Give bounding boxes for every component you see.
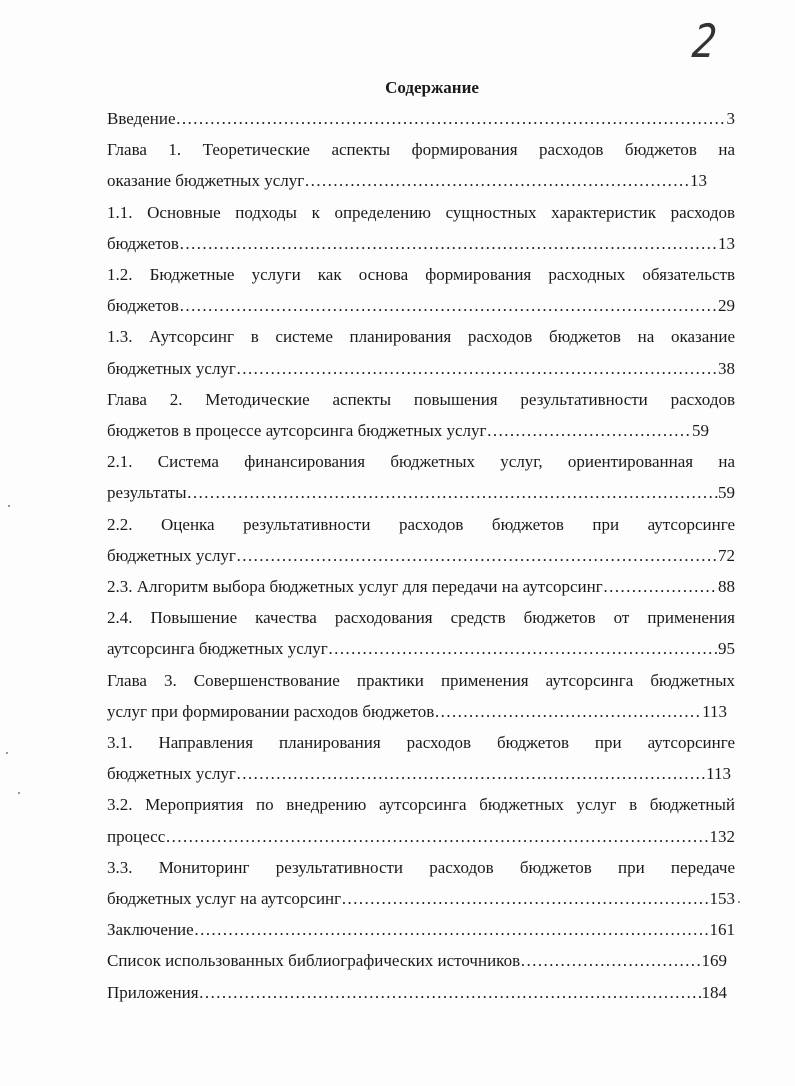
toc-entry-introduction <box>107 103 735 134</box>
toc-entry-page: 88 <box>718 577 735 597</box>
toc-entry-last-line <box>107 758 731 789</box>
toc-entry-3-1 <box>107 727 735 789</box>
toc-entry-1-1 <box>107 197 735 259</box>
toc-entry-text: бюджетных услуг на аутсорсинг <box>107 889 342 909</box>
dot-leader <box>187 477 718 508</box>
toc-entry-2-1 <box>107 446 735 508</box>
toc-entry-first-line: 2.1. Система финансирования бюджетных услуг, ориентированная на <box>107 452 735 472</box>
toc-entry-text: Приложения <box>107 982 199 1002</box>
dot-leader <box>603 571 718 602</box>
toc-entry-chapter-2 <box>107 384 735 446</box>
toc-entry-page: 38 <box>718 358 735 378</box>
toc-entry-last-line <box>107 415 709 446</box>
toc-entry-last-line <box>107 165 707 196</box>
toc-entry-text: аутсорсинга бюджетных услуг <box>107 639 328 659</box>
toc-entry-3-2 <box>107 789 735 851</box>
toc-entry-1-3 <box>107 321 735 383</box>
toc-entry-last-line <box>107 945 727 976</box>
toc-entry-last-line <box>107 696 727 727</box>
toc-entry-first-line: 3.3. Мониторинг результативности расходов бюджетов при передаче <box>107 857 735 877</box>
dot-leader <box>176 103 727 134</box>
toc-entry-page: 113 <box>706 764 731 784</box>
toc-entry-2-4 <box>107 602 735 664</box>
toc-entry-page: 3 <box>726 109 735 128</box>
scan-speck <box>738 901 740 903</box>
toc-entry-text: бюджетов в процессе аутсорсинга бюджетных услуг <box>107 421 487 441</box>
toc-entry-first-line: Глава 1. Теоретические аспекты формирования расходов бюджетов на <box>107 140 735 160</box>
toc-entry-page: 153 <box>709 889 735 909</box>
dot-leader <box>304 165 690 196</box>
toc-entry-first-line: 1.1. Основные подходы к определению сущностных характеристик расходов <box>107 202 735 222</box>
toc-entry-page: 59 <box>718 483 735 503</box>
toc-entry-last-line <box>107 977 727 1008</box>
toc-entry-text: Введение <box>107 109 176 128</box>
dot-leader <box>179 290 718 321</box>
toc-entry-page: 169 <box>701 951 727 971</box>
toc-entry-page: 161 <box>709 920 735 940</box>
toc-entry-text: услуг при формировании расходов бюджетов <box>107 701 435 721</box>
toc-entry-first-line: 2.4. Повышение качества расходования средств бюджетов от применения <box>107 608 735 628</box>
scan-speck <box>8 505 10 507</box>
dot-leader <box>487 415 693 446</box>
dot-leader <box>199 977 702 1008</box>
toc-entry-text: бюджетных услуг <box>107 764 236 784</box>
toc-entry-last-line <box>107 821 735 852</box>
dot-leader <box>236 758 706 789</box>
toc-entry-text: 2.3. Алгоритм выбора бюджетных услуг для передачи на аутсорсинг <box>107 577 603 597</box>
toc-entry-text: оказание бюджетных услуг <box>107 171 305 191</box>
toc-entry-page: 29 <box>718 296 735 316</box>
toc-entry-first-line: 1.3. Аутсорсинг в системе планирования расходов бюджетов на оказание <box>107 327 735 347</box>
toc-entry-first-line: 2.2. Оценка результативности расходов бюджетов при аутсорсинге <box>107 514 735 534</box>
toc-entry-page: 72 <box>718 545 735 565</box>
toc-entry-text: бюджетов <box>107 296 179 316</box>
toc-entry-last-line <box>107 353 735 384</box>
handwritten-page-number: 2 <box>689 14 720 68</box>
toc-entry-text: процесс <box>107 826 166 846</box>
toc-entry-text: бюджетов <box>107 233 179 253</box>
toc-entry-text: Заключение <box>107 920 194 940</box>
toc-entry-last-line <box>107 571 735 602</box>
dot-leader <box>341 883 709 914</box>
toc-entry-1-2 <box>107 259 735 321</box>
toc-entry-last-line <box>107 477 735 508</box>
toc-entry-first-line: Глава 2. Методические аспекты повышения результативности расходов <box>107 389 735 409</box>
dot-leader <box>236 353 718 384</box>
toc-title: Содержание <box>385 78 479 97</box>
toc-entry-text: Список использованных библиографических источников <box>107 951 521 971</box>
dot-leader <box>165 821 709 852</box>
toc-entry-3-3 <box>107 852 735 914</box>
toc-entry-page: 13 <box>718 233 735 253</box>
toc-entry-last-line <box>107 228 735 259</box>
toc-entry-last-line <box>107 633 735 664</box>
toc-entry-last-line <box>107 540 735 571</box>
toc-entry-text: бюджетных услуг <box>107 545 236 565</box>
toc-entry-bibliography <box>107 945 735 976</box>
toc-entry-conclusion <box>107 914 735 945</box>
toc-entry-last-line <box>107 914 735 945</box>
toc-entry-first-line: 1.2. Бюджетные услуги как основа формирования расходных обязательств <box>107 265 735 285</box>
toc-entry-last-line <box>107 103 735 134</box>
toc-entry-last-line <box>107 883 735 914</box>
toc-entry-first-line: 3.2. Мероприятия по внедрению аутсорсинга бюджетных услуг в бюджетный <box>107 795 735 815</box>
dot-leader <box>179 228 718 259</box>
toc-entry-page: 184 <box>701 982 727 1002</box>
toc-entry-appendices <box>107 977 735 1008</box>
dot-leader <box>236 540 718 571</box>
toc-entry-2-2 <box>107 509 735 571</box>
toc-entry-page: 95 <box>718 639 735 659</box>
toc-entry-text: результаты <box>107 483 187 503</box>
toc-entry-page: 132 <box>709 826 735 846</box>
toc-entry-2-3 <box>107 571 735 602</box>
toc-entry-text: бюджетных услуг <box>107 358 236 378</box>
toc-entry-first-line: Глава 3. Совершенствование практики применения аутсорсинга бюджетных <box>107 670 735 690</box>
toc-entry-page: 59 <box>692 421 709 441</box>
dot-leader <box>520 945 701 976</box>
scan-speck <box>6 752 8 754</box>
table-of-contents <box>107 72 735 1008</box>
toc-entry-page: 113 <box>702 701 727 721</box>
scan-speck <box>18 792 20 794</box>
toc-entry-chapter-3 <box>107 665 735 727</box>
toc-entry-page: 13 <box>690 171 707 191</box>
toc-entry-first-line: 3.1. Направления планирования расходов бюджетов при аутсорсинге <box>107 733 735 753</box>
dot-leader <box>328 633 718 664</box>
toc-entry-chapter-1 <box>107 134 735 196</box>
dot-leader <box>434 696 702 727</box>
dot-leader <box>194 914 710 945</box>
toc-entry-last-line <box>107 290 735 321</box>
